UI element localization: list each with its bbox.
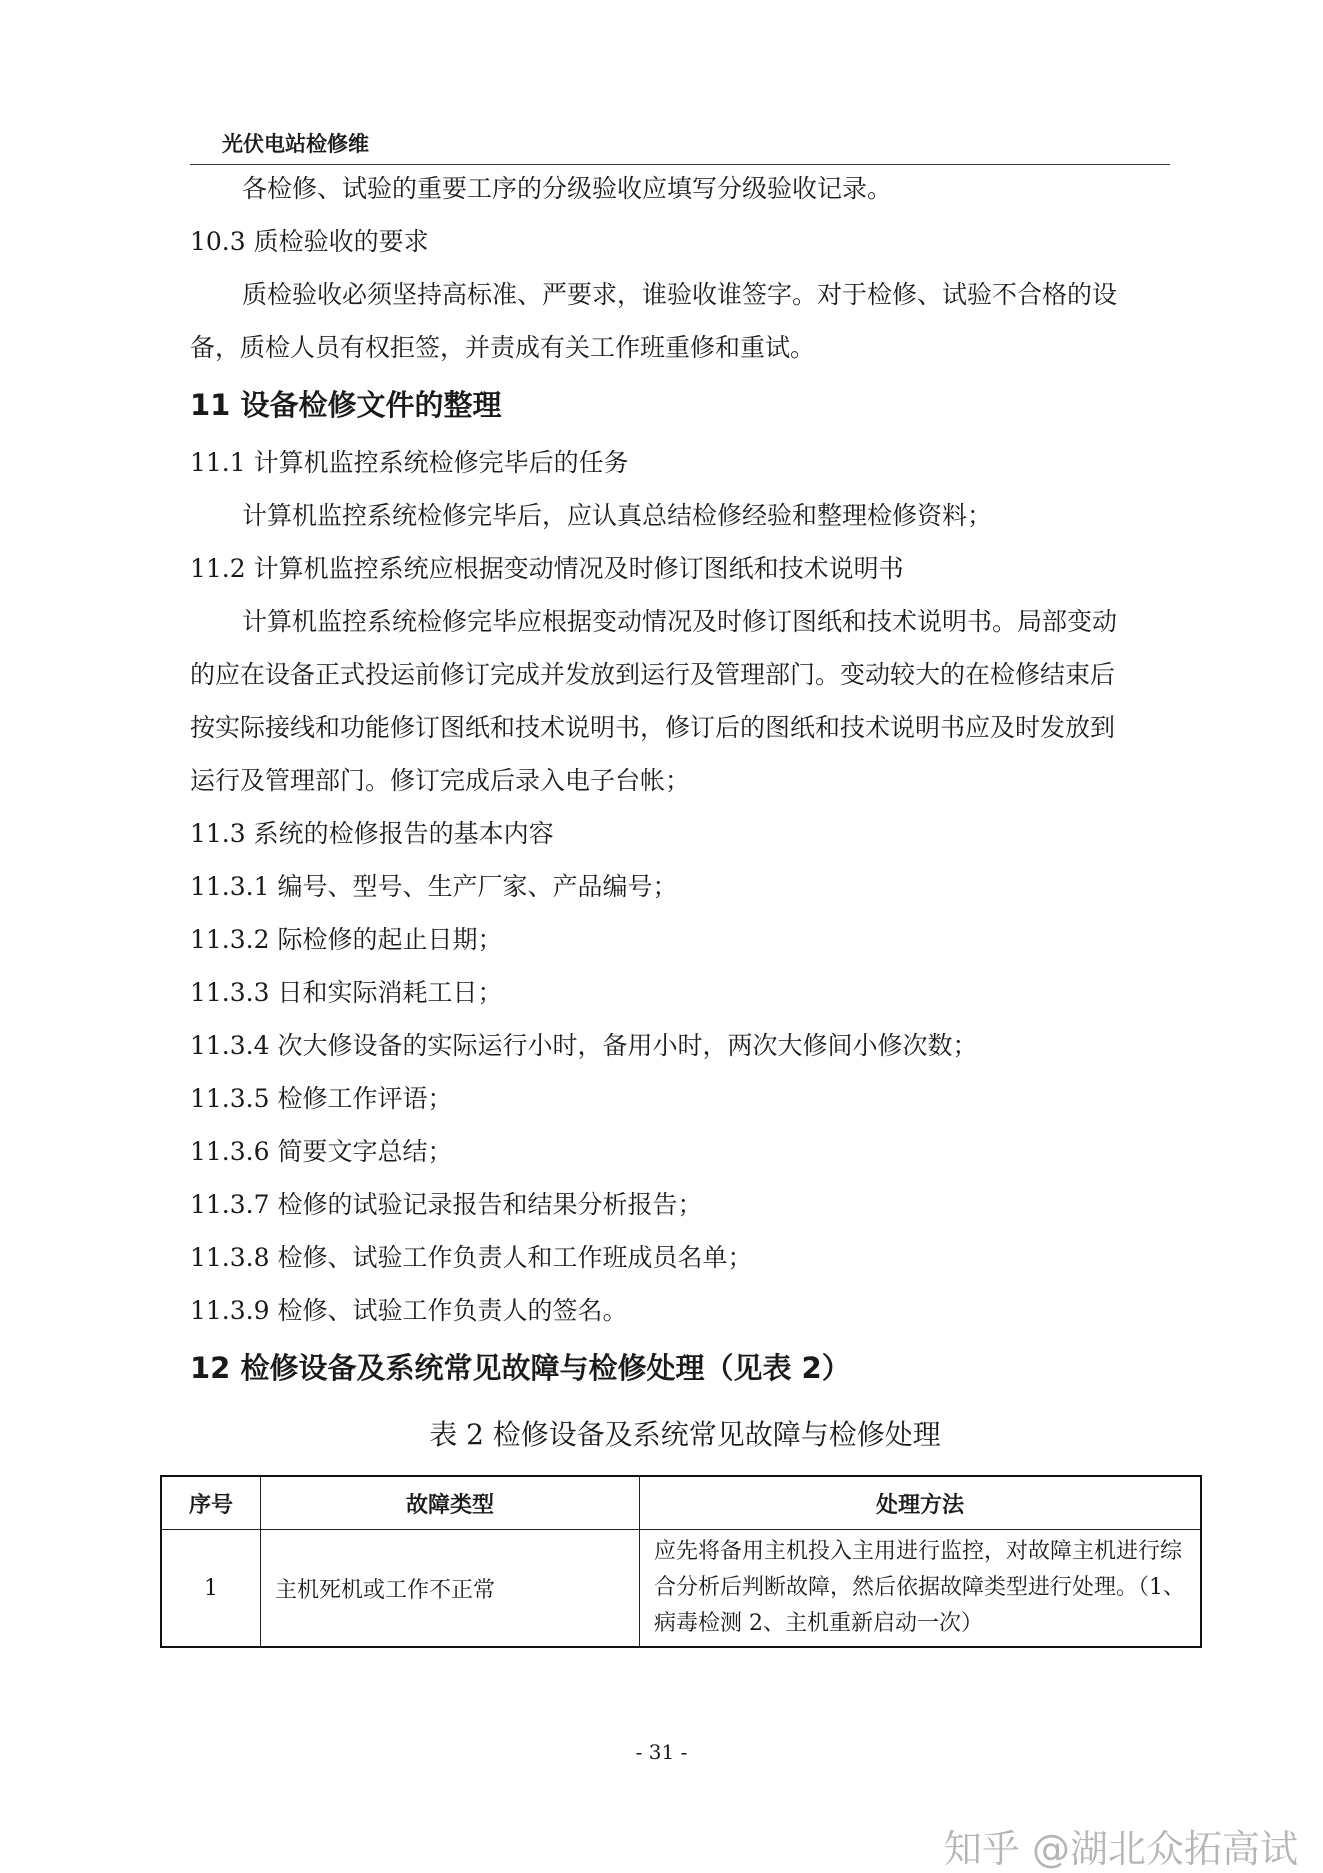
section-heading-11-1: 11.1 计算机监控系统检修完毕后的任务: [190, 448, 629, 477]
paragraph-line: 按实际接线和功能修订图纸和技术说明书，修订后的图纸和技术说明书应及时发放到: [190, 713, 1116, 742]
cell-method-line: 病毒检测 2、主机重新启动一次）: [654, 1611, 983, 1636]
list-item-11-3-4: 11.3.4 次大修设备的实际运行小时，备用小时，两次大修间小修次数；: [190, 1031, 978, 1060]
list-item-11-3-5: 11.3.5 检修工作评语；: [190, 1084, 453, 1113]
section-heading-10-3: 10.3 质检验收的要求: [190, 227, 429, 256]
cell-method-line: 应先将备用主机投入主用进行监控，对故障主机进行综: [654, 1539, 1183, 1564]
table-row: [161, 1530, 1201, 1648]
document-body: [190, 162, 1175, 1399]
chapter-heading-11: 11 设备检修文件的整理: [190, 388, 502, 422]
running-header-title: 光伏电站检修维: [222, 132, 369, 156]
paragraph-line: 计算机监控系统检修完毕后，应认真总结检修经验和整理检修资料；: [242, 501, 993, 530]
paragraph-line: 的应在设备正式投运前修订完成并发放到运行及管理部门。变动较大的在检修结束后: [190, 660, 1116, 689]
watermark: 知乎 @湖北众拓高试: [943, 1827, 1298, 1871]
list-item-11-3-9: 11.3.9 检修、试验工作负责人的签名。: [190, 1296, 628, 1325]
header-cell-method: 处理方法: [640, 1476, 1202, 1530]
paragraph-line: 运行及管理部门。修订完成后录入电子台帐；: [190, 766, 691, 795]
list-item-11-3-2: 11.3.2 际检修的起止日期；: [190, 925, 503, 954]
list-item-11-3-1: 11.3.1 编号、型号、生产厂家、产品编号；: [190, 872, 678, 901]
cell-method-line: 合分析后判断故障，然后依据故障类型进行处理。（1、: [654, 1575, 1185, 1600]
section-heading-11-3: 11.3 系统的检修报告的基本内容: [190, 819, 554, 848]
running-header: [190, 128, 1170, 165]
page-number: - 31 -: [635, 1740, 688, 1764]
paragraph-line: 质检验收必须坚持高标准、严要求，谁验收谁签字。对于检修、试验不合格的设: [242, 280, 1118, 309]
list-item-11-3-8: 11.3.8 检修、试验工作负责人和工作班成员名单；: [190, 1243, 753, 1272]
paragraph-line: 备，质检人员有权拒签，并责成有关工作班重修和重试。: [190, 333, 816, 362]
header-cell-type: 故障类型: [261, 1476, 640, 1530]
list-item-11-3-7: 11.3.7 检修的试验记录报告和结果分析报告；: [190, 1190, 703, 1219]
section-heading-11-2: 11.2 计算机监控系统应根据变动情况及时修订图纸和技术说明书: [190, 554, 904, 583]
paragraph-line: 各检修、试验的重要工序的分级验收应填写分级验收记录。: [242, 174, 893, 203]
list-item-11-3-3: 11.3.3 日和实际消耗工日；: [190, 978, 503, 1007]
table-header-row: [161, 1476, 1201, 1530]
cell-fault-type: 主机死机或工作不正常: [261, 1530, 640, 1648]
cell-method: [640, 1530, 1202, 1648]
header-cell-no: 序号: [161, 1476, 261, 1530]
paragraph-line: 计算机监控系统检修完毕应根据变动情况及时修订图纸和技术说明书。局部变动: [242, 607, 1118, 636]
list-item-11-3-6: 11.3.6 简要文字总结；: [190, 1137, 453, 1166]
cell-no: 1: [161, 1530, 261, 1648]
chapter-heading-12: 12 检修设备及系统常见故障与检修处理（见表 2）: [190, 1351, 851, 1385]
table-caption: 表 2 检修设备及系统常见故障与检修处理: [429, 1418, 941, 1451]
fault-table: [160, 1475, 1202, 1648]
